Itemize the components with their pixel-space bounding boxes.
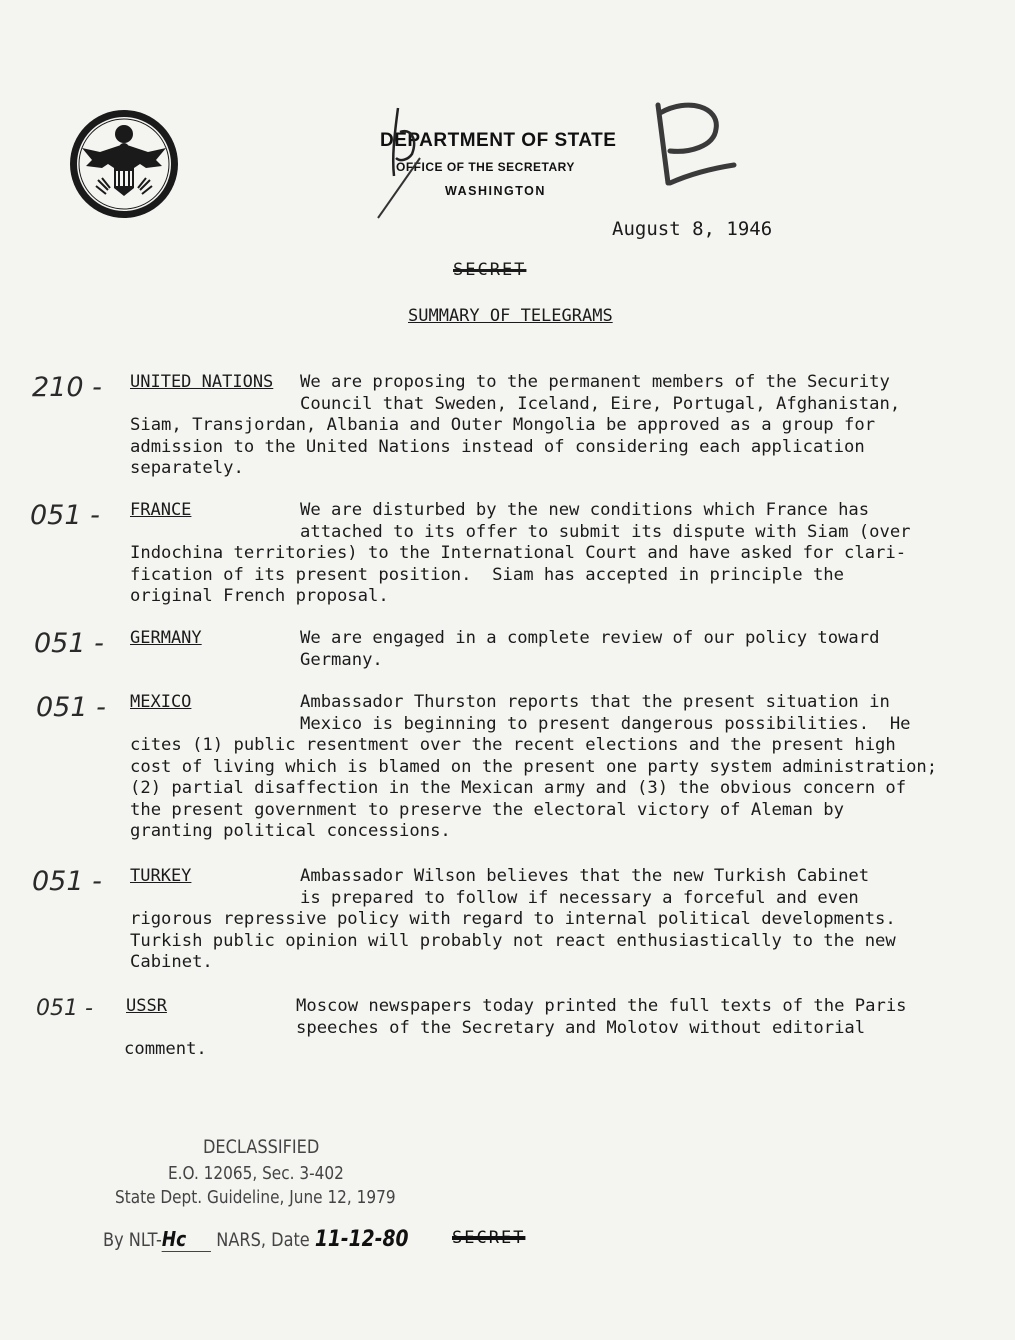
file-code-un: 210 - <box>32 372 102 403</box>
ussr-line-1: Moscow newspapers today printed the full texts of the Paris <box>296 996 907 1016</box>
letterhead-city: WASHINGTON <box>445 184 546 198</box>
france-line-3: Indochina territories) to the International Court and have asked for clari- <box>130 543 907 563</box>
declassifier-initials: Hc <box>162 1227 211 1252</box>
germany-line-2: Germany. <box>300 649 383 670</box>
france-line-5: original French proposal. <box>130 586 389 606</box>
un-line-4: admission to the United Nations instead of considering each application <box>130 436 865 457</box>
mexico-line-7: granting political concessions. <box>130 821 451 841</box>
declassified-guideline: State Dept. Guideline, June 12, 1979 <box>115 1187 396 1208</box>
file-code-france: 051 - <box>30 500 100 531</box>
declassified-authority: E.O. 12065, Sec. 3-402 <box>168 1163 344 1184</box>
section-label-ussr: USSR <box>126 996 167 1016</box>
declassified-by-line <box>103 1227 408 1252</box>
handwritten-initial-mark <box>370 98 430 223</box>
file-code-germany: 051 - <box>34 628 104 659</box>
ussr-line-3: comment. <box>124 1039 207 1059</box>
file-code-mexico: 051 - <box>36 692 106 723</box>
file-code-turkey: 051 - <box>32 866 102 897</box>
section-label-un: UNITED NATIONS <box>130 372 274 392</box>
by-prefix: By NLT- <box>103 1229 162 1251</box>
ussr-line-2: speeches of the Secretary and Molotov without editorial <box>296 1017 866 1038</box>
section-label-germany: GERMANY <box>130 628 202 648</box>
section-label-turkey: TURKEY <box>130 866 192 886</box>
turkey-line-1: Ambassador Wilson believes that the new Turkish Cabinet <box>300 866 870 886</box>
france-line-4: fication of its present position. Siam has accepted in principle the <box>130 564 844 585</box>
document-date: August 8, 1946 <box>612 218 773 240</box>
un-line-1: We are proposing to the permanent members of the Security <box>300 372 890 392</box>
un-line-5: separately. <box>130 458 244 478</box>
germany-line-1: We are engaged in a complete review of our policy toward <box>300 628 880 648</box>
section-label-france: FRANCE <box>130 500 192 520</box>
france-line-2: attached to its offer to submit its dispute with Siam (over <box>300 521 911 542</box>
turkey-line-2: is prepared to follow if necessary a forceful and even <box>300 887 859 908</box>
un-line-2: Council that Sweden, Iceland, Eire, Portugal, Afghanistan, <box>300 393 901 414</box>
document-title: SUMMARY OF TELEGRAMS <box>408 306 613 326</box>
france-line-1: We are disturbed by the new conditions which France has <box>300 500 870 520</box>
un-line-3: Siam, Transjordan, Albania and Outer Mongolia be approved as a group for <box>130 415 876 435</box>
letterhead-department: DEPARTMENT OF STATE <box>380 130 617 151</box>
section-label-mexico: MEXICO <box>130 692 192 712</box>
classification-top: SECRET <box>453 260 527 280</box>
mexico-line-5: (2) partial disaffection in the Mexican army and (3) the obvious concern of <box>130 778 907 798</box>
file-code-ussr: 051 - <box>36 996 93 1021</box>
mexico-line-1: Ambassador Thurston reports that the present situation in <box>300 692 890 712</box>
mexico-line-4: cost of living which is blamed on the present one party system administration; <box>130 756 938 777</box>
declassified-heading: DECLASSIFIED <box>203 1136 320 1158</box>
mexico-line-6: the present government to preserve the electoral victory of Aleman by <box>130 799 844 820</box>
declassified-date: 11-12-80 <box>314 1227 409 1252</box>
turkey-line-3: rigorous repressive policy with regard to internal political developments. <box>130 909 896 929</box>
nars-label: NARS, Date <box>216 1229 310 1251</box>
mexico-line-3: cites (1) public resentment over the recent elections and the present high <box>130 735 896 755</box>
department-seal <box>68 108 180 220</box>
classification-bottom: SECRET <box>452 1228 526 1248</box>
handwritten-p-mark <box>648 95 743 195</box>
turkey-line-5: Cabinet. <box>130 952 213 972</box>
letterhead-office: OFFICE OF THE SECRETARY <box>396 160 575 174</box>
mexico-line-2: Mexico is beginning to present dangerous possibilities. He <box>300 713 911 734</box>
turkey-line-4: Turkish public opinion will probably not react enthusiastically to the new <box>130 930 896 951</box>
